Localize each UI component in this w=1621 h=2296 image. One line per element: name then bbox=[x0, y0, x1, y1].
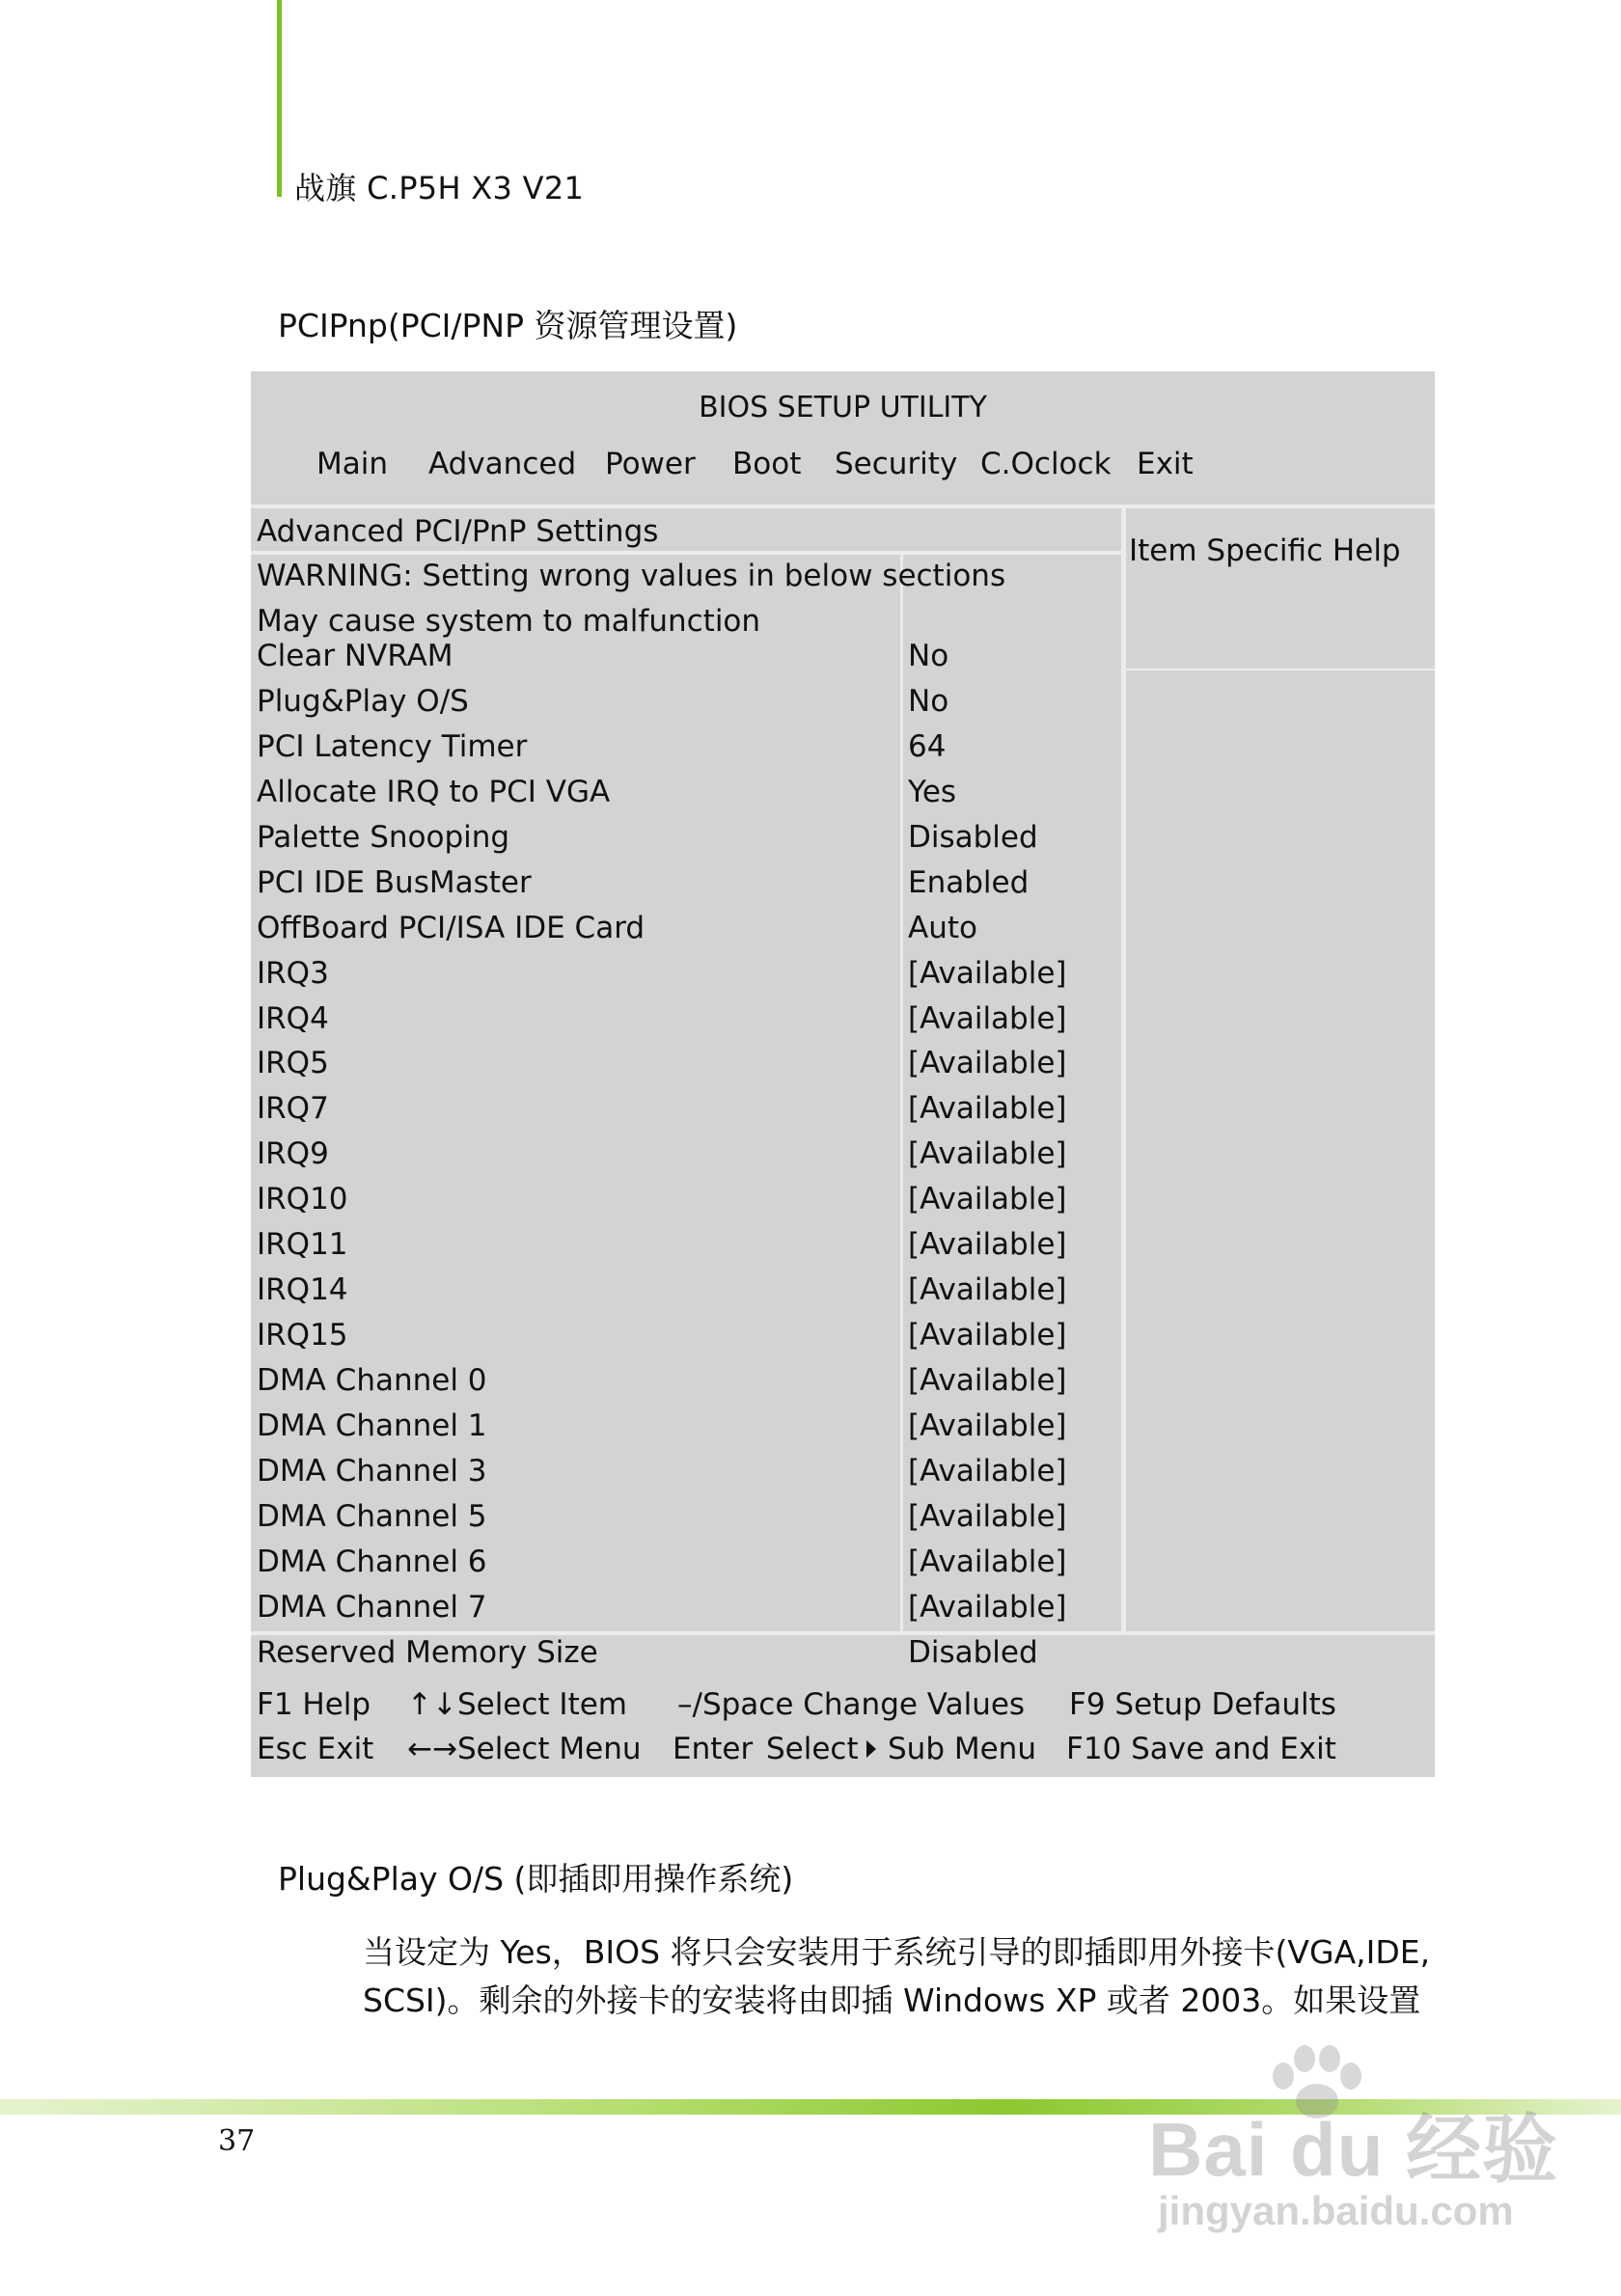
setting-label: DMA Channel 6 bbox=[257, 1544, 487, 1579]
setting-value[interactable]: [Available] bbox=[908, 955, 1067, 991]
setting-label: IRQ9 bbox=[257, 1136, 329, 1172]
menu-item-coclock[interactable]: C.Oclock bbox=[980, 447, 1112, 481]
plug-play-section-title: Plug&Play O/S (即插即用操作系统) bbox=[278, 1860, 794, 1898]
paragraph-line-1: 当设定为 Yes，BIOS 将只会安装用于系统引导的即插即用外接卡(VGA,IDE, bbox=[363, 1933, 1431, 1971]
settings-list bbox=[251, 634, 1119, 1676]
footer-select-item: ↑↓Select Item bbox=[407, 1687, 628, 1722]
setting-row-irq14[interactable] bbox=[251, 1268, 1119, 1313]
setting-row-dma-channel-7[interactable] bbox=[251, 1585, 1119, 1630]
header-accent-bar bbox=[277, 0, 282, 197]
watermark-url: jingyan.baidu.com bbox=[1158, 2188, 1514, 2233]
setting-row-dma-channel-6[interactable] bbox=[251, 1540, 1119, 1585]
setting-label: Reserved Memory Size bbox=[257, 1634, 598, 1670]
footer-enter: Enter bbox=[673, 1732, 754, 1766]
menu-item-boot[interactable]: Boot bbox=[732, 447, 802, 481]
setting-value[interactable]: Enabled bbox=[908, 864, 1030, 900]
setting-value[interactable]: [Available] bbox=[908, 1498, 1067, 1534]
setting-row-irq5[interactable] bbox=[251, 1041, 1119, 1086]
setting-label: IRQ3 bbox=[257, 955, 329, 991]
warning-line-2: May cause system to malfunction bbox=[257, 604, 761, 639]
setting-row-irq3[interactable] bbox=[251, 951, 1119, 997]
help-panel-divider bbox=[1121, 508, 1126, 1634]
menu-item-advanced[interactable]: Advanced bbox=[428, 447, 577, 481]
setting-row-clear-nvram[interactable] bbox=[251, 634, 1119, 679]
setting-row-irq11[interactable] bbox=[251, 1222, 1119, 1268]
menu-item-main[interactable]: Main bbox=[316, 447, 389, 481]
menu-item-power[interactable]: Power bbox=[605, 447, 696, 481]
settings-title: Advanced PCI/PnP Settings bbox=[257, 514, 659, 549]
bios-title: BIOS SETUP UTILITY bbox=[699, 391, 987, 424]
setting-label: PCI IDE BusMaster bbox=[257, 864, 532, 900]
setting-row-reserved-memory-size[interactable] bbox=[251, 1630, 1119, 1676]
setting-value[interactable]: [Available] bbox=[908, 1227, 1067, 1263]
setting-value[interactable]: Disabled bbox=[908, 1634, 1038, 1670]
setting-value[interactable]: [Available] bbox=[908, 1182, 1067, 1217]
setting-value[interactable]: 64 bbox=[908, 728, 947, 764]
setting-value[interactable]: [Available] bbox=[908, 1318, 1067, 1353]
setting-label: Allocate IRQ to PCI VGA bbox=[257, 774, 611, 809]
paragraph-line-2: SCSI)。剩余的外接卡的安装将由即插 Windows XP 或者 2003。如果设置 bbox=[363, 1982, 1421, 2019]
setting-value[interactable]: [Available] bbox=[908, 1544, 1067, 1579]
footer-select-label: Select bbox=[766, 1732, 859, 1766]
footer-f10-save-exit: F10 Save and Exit bbox=[1066, 1732, 1336, 1766]
setting-value[interactable]: [Available] bbox=[908, 1091, 1067, 1127]
setting-label: DMA Channel 3 bbox=[257, 1453, 487, 1489]
setting-value[interactable]: [Available] bbox=[908, 1046, 1067, 1081]
settings-title-divider bbox=[251, 551, 1121, 555]
footer-change-values: –/Space Change Values bbox=[677, 1687, 1026, 1722]
setting-row-irq7[interactable] bbox=[251, 1086, 1119, 1132]
setting-row-irq15[interactable] bbox=[251, 1313, 1119, 1358]
setting-value[interactable]: No bbox=[908, 683, 949, 719]
setting-label: Clear NVRAM bbox=[257, 639, 453, 673]
setting-row-pci-ide-busmaster[interactable] bbox=[251, 861, 1119, 906]
footer-esc-exit: Esc Exit bbox=[257, 1732, 374, 1766]
setting-value[interactable]: [Available] bbox=[908, 1136, 1067, 1172]
footer-f1-help: F1 Help bbox=[257, 1687, 371, 1722]
setting-row-dma-channel-5[interactable] bbox=[251, 1494, 1119, 1540]
setting-row-plug-play-os[interactable] bbox=[251, 679, 1119, 724]
setting-value[interactable]: Yes bbox=[908, 774, 957, 809]
setting-value[interactable]: Disabled bbox=[908, 819, 1038, 855]
footer-select-submenu bbox=[766, 1732, 880, 1766]
setting-value[interactable]: Auto bbox=[908, 910, 977, 945]
page-number: 37 bbox=[218, 2124, 256, 2158]
setting-value[interactable]: [Available] bbox=[908, 1000, 1067, 1036]
footer-sub-menu: Sub Menu bbox=[888, 1732, 1036, 1766]
setting-value[interactable]: [Available] bbox=[908, 1272, 1067, 1308]
setting-value[interactable]: [Available] bbox=[908, 1589, 1067, 1625]
menu-divider bbox=[251, 505, 1435, 508]
setting-label: IRQ11 bbox=[257, 1227, 348, 1263]
setting-label: IRQ10 bbox=[257, 1182, 348, 1217]
setting-row-allocate-irq-vga[interactable] bbox=[251, 770, 1119, 815]
setting-label: Palette Snooping bbox=[257, 819, 510, 855]
help-title-divider bbox=[1126, 669, 1435, 670]
setting-value[interactable]: [Available] bbox=[908, 1408, 1067, 1443]
setting-label: IRQ5 bbox=[257, 1046, 329, 1081]
bios-menu-bar bbox=[251, 447, 1435, 485]
setting-label: DMA Channel 7 bbox=[257, 1589, 487, 1625]
triangle-right-icon bbox=[866, 1740, 876, 1758]
setting-label: DMA Channel 5 bbox=[257, 1498, 487, 1534]
help-title: Item Specific Help bbox=[1129, 533, 1401, 568]
setting-row-irq4[interactable] bbox=[251, 997, 1119, 1042]
setting-label: IRQ14 bbox=[257, 1272, 348, 1308]
setting-value[interactable]: [Available] bbox=[908, 1453, 1067, 1489]
setting-row-palette-snooping[interactable] bbox=[251, 815, 1119, 861]
menu-item-security[interactable]: Security bbox=[835, 447, 958, 481]
baidu-watermark bbox=[1148, 2043, 1573, 2265]
footer-f9-defaults: F9 Setup Defaults bbox=[1069, 1687, 1336, 1722]
watermark-brand: Bai du 经验 bbox=[1148, 2107, 1559, 2192]
setting-row-dma-channel-3[interactable] bbox=[251, 1449, 1119, 1494]
menu-item-exit[interactable]: Exit bbox=[1137, 447, 1194, 481]
setting-label: IRQ15 bbox=[257, 1318, 348, 1353]
bios-screenshot bbox=[251, 371, 1435, 1777]
setting-label: DMA Channel 0 bbox=[257, 1363, 487, 1398]
setting-label: Plug&Play O/S bbox=[257, 683, 469, 719]
warning-line-1: WARNING: Setting wrong values in below sections bbox=[257, 559, 1006, 593]
setting-label: IRQ4 bbox=[257, 1000, 329, 1036]
setting-row-irq9[interactable] bbox=[251, 1132, 1119, 1177]
footer-select-menu: ←→Select Menu bbox=[407, 1732, 642, 1766]
setting-row-dma-channel-1[interactable] bbox=[251, 1404, 1119, 1449]
setting-row-offboard-ide-card[interactable] bbox=[251, 906, 1119, 951]
setting-row-irq10[interactable] bbox=[251, 1177, 1119, 1222]
setting-label: IRQ7 bbox=[257, 1091, 329, 1127]
setting-row-dma-channel-0[interactable] bbox=[251, 1358, 1119, 1404]
document-title: 战旗 C.P5H X3 V21 bbox=[294, 170, 585, 206]
setting-label: DMA Channel 1 bbox=[257, 1408, 487, 1443]
setting-row-pci-latency-timer[interactable] bbox=[251, 724, 1119, 770]
setting-value[interactable]: No bbox=[908, 639, 949, 673]
setting-label: OffBoard PCI/ISA IDE Card bbox=[257, 910, 646, 945]
section-title: PCIPnp(PCI/PNP 资源管理设置) bbox=[278, 307, 738, 344]
setting-value[interactable]: [Available] bbox=[908, 1363, 1067, 1398]
setting-label: PCI Latency Timer bbox=[257, 728, 528, 764]
